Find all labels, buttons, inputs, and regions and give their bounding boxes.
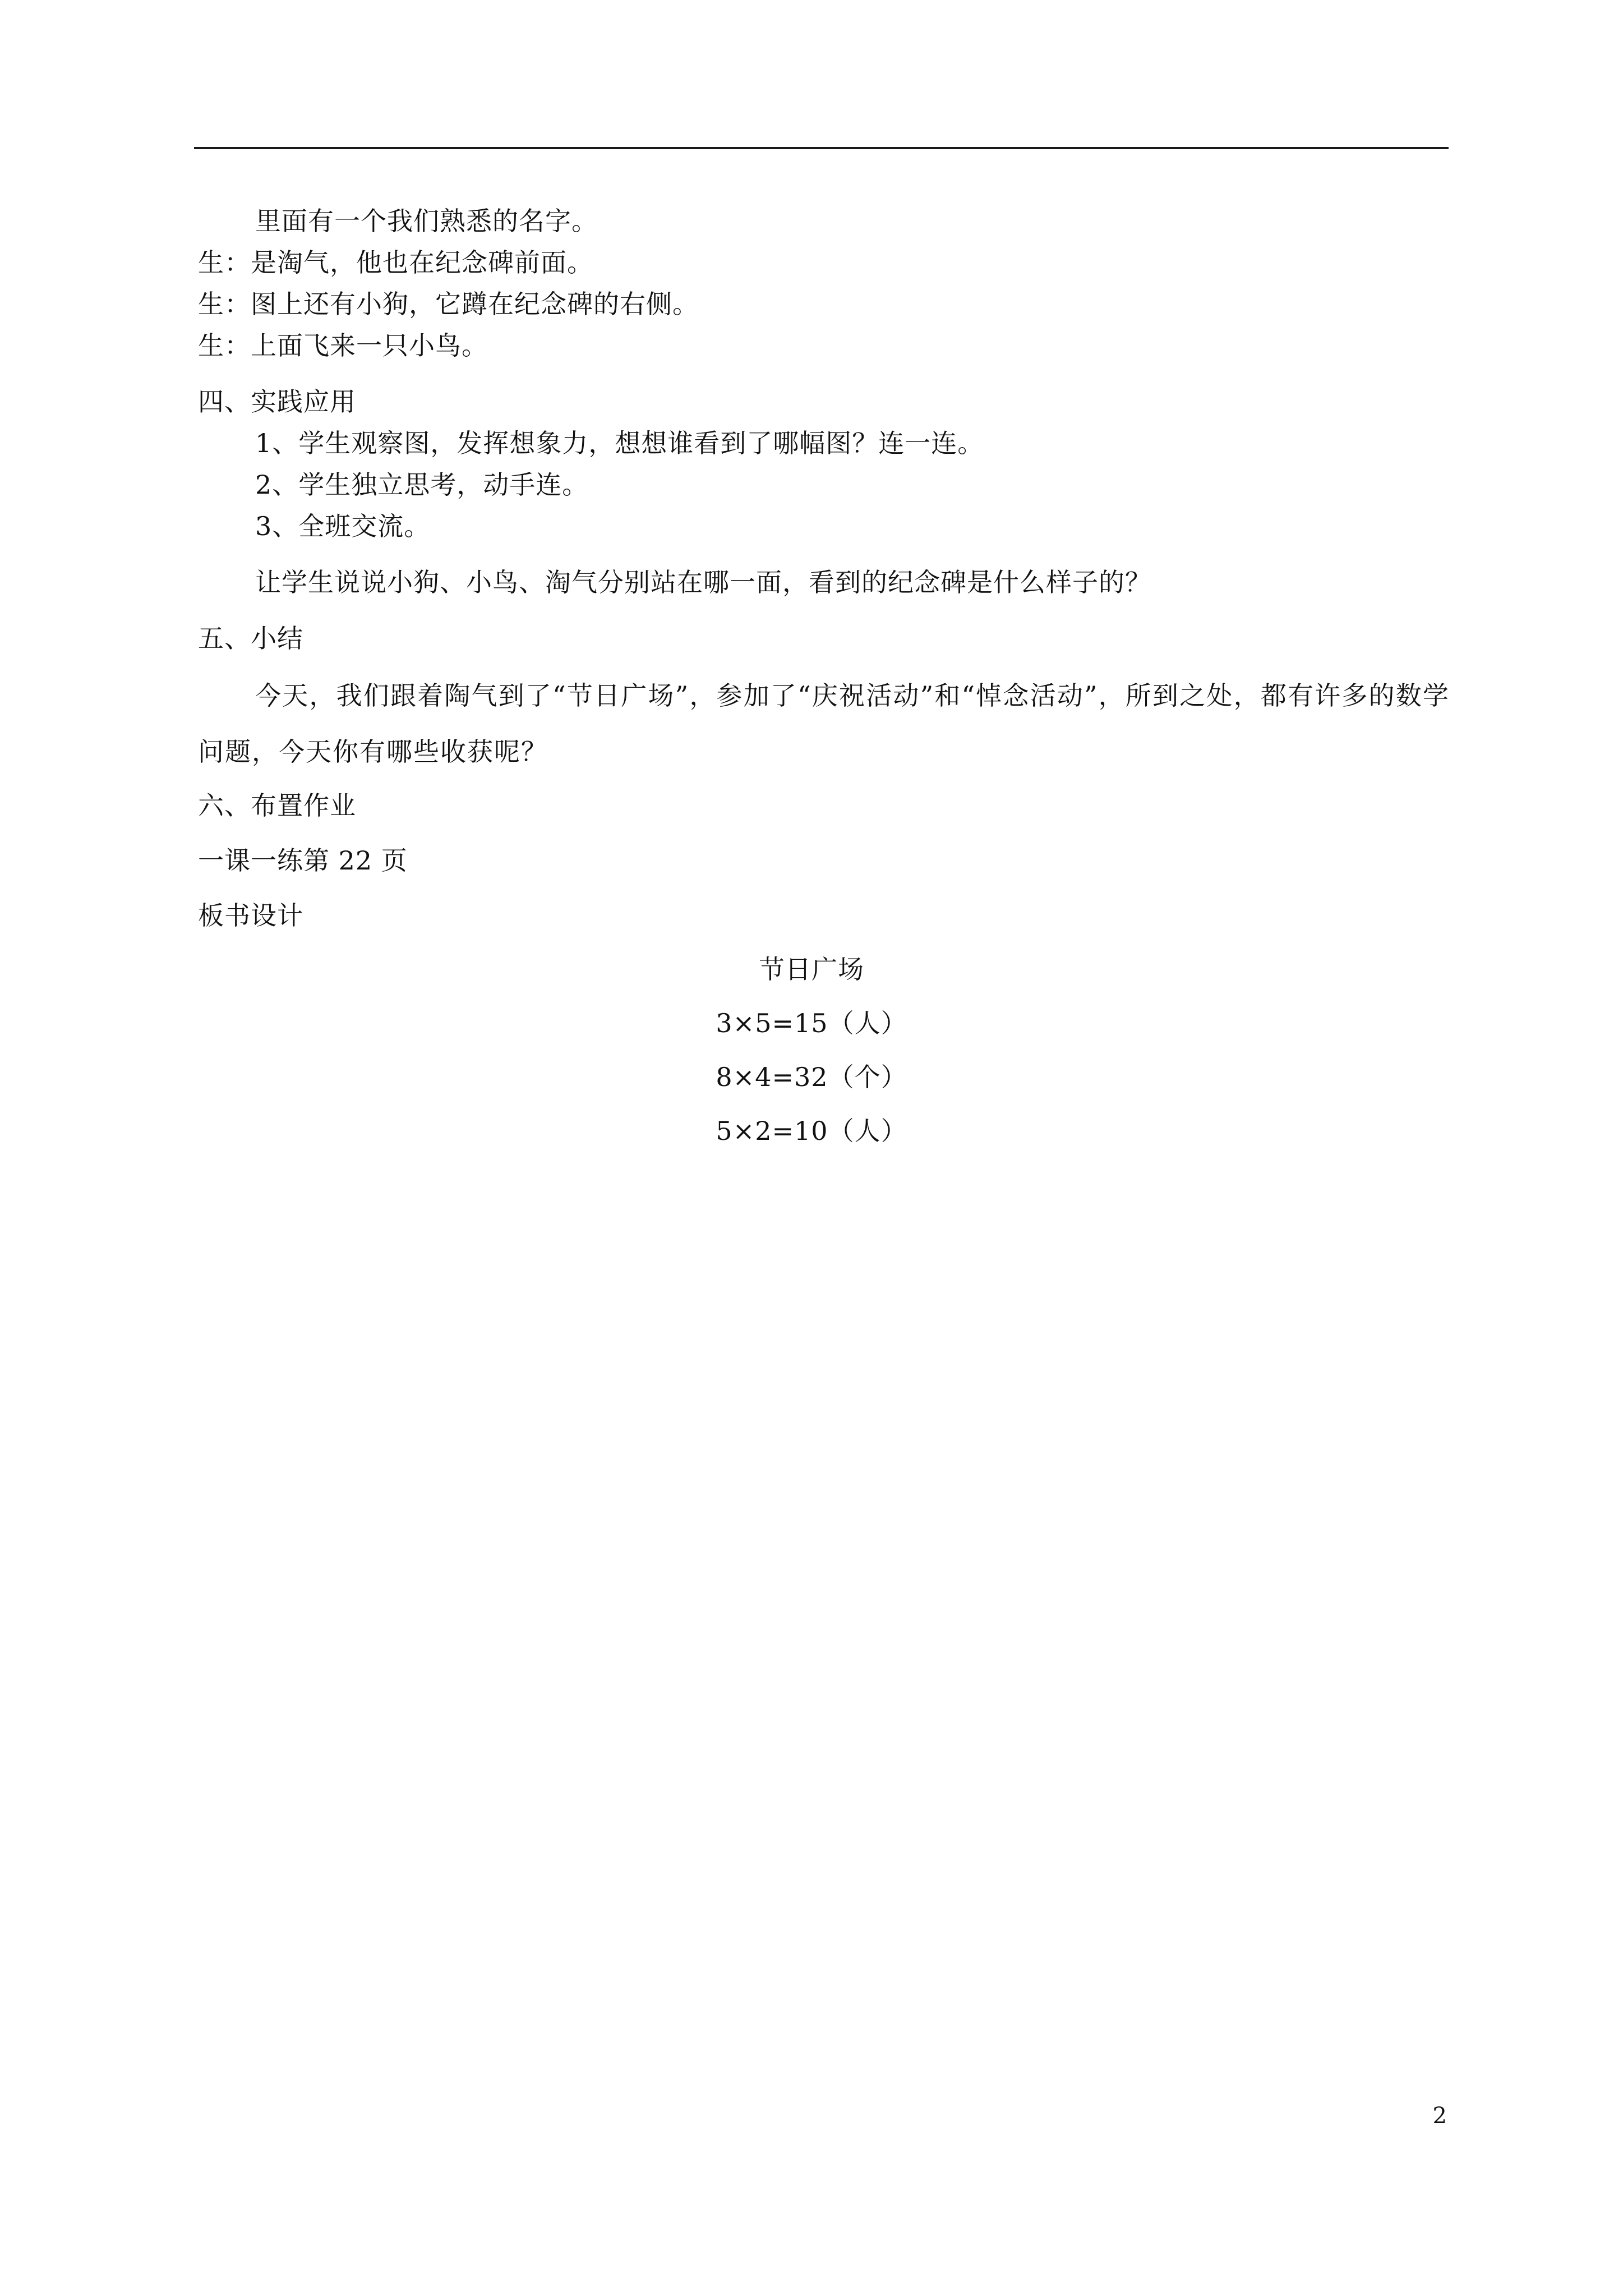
board-title: 节日广场	[759, 954, 864, 984]
section-heading: 四、实践应用	[198, 386, 356, 417]
text-line: 一课一练第 22 页	[198, 845, 408, 876]
text-line: 生：图上还有小狗，它蹲在纪念碑的右侧。	[198, 289, 699, 319]
text-line: 里面有一个我们熟悉的名字。	[255, 206, 598, 236]
board-equation: 8×4=32（个）	[716, 1062, 907, 1092]
text-line: 生：是淘气，他也在纪念碑前面。	[198, 247, 593, 278]
section-heading: 六、布置作业	[198, 790, 356, 821]
page-number: 2	[1432, 2103, 1447, 2129]
section-heading: 板书设计	[198, 900, 303, 931]
paragraph: 让学生说说小狗、小鸟、淘气分别站在哪一面，看到的纪念碑是什么样子的？	[255, 567, 1151, 597]
list-item: 3、全班交流。	[255, 511, 431, 541]
list-item: 2、学生独立思考，动手连。	[255, 470, 589, 500]
board-equation: 5×2=10（人）	[716, 1116, 907, 1146]
header-rule	[194, 147, 1449, 149]
text-line: 生：上面飞来一只小鸟。	[198, 330, 488, 361]
list-item: 1、学生观察图，发挥想象力，想想谁看到了哪幅图？连一连。	[255, 428, 984, 458]
section-heading: 五、小结	[198, 623, 303, 654]
paragraph: 今天，我们跟着陶气到了“节日广场”，参加了“庆祝活动”和“悼念活动”，所到之处，都有许多的数学问题，今天你有哪些收获呢？	[198, 680, 1450, 767]
board-equation: 3×5=15（人）	[716, 1008, 907, 1038]
